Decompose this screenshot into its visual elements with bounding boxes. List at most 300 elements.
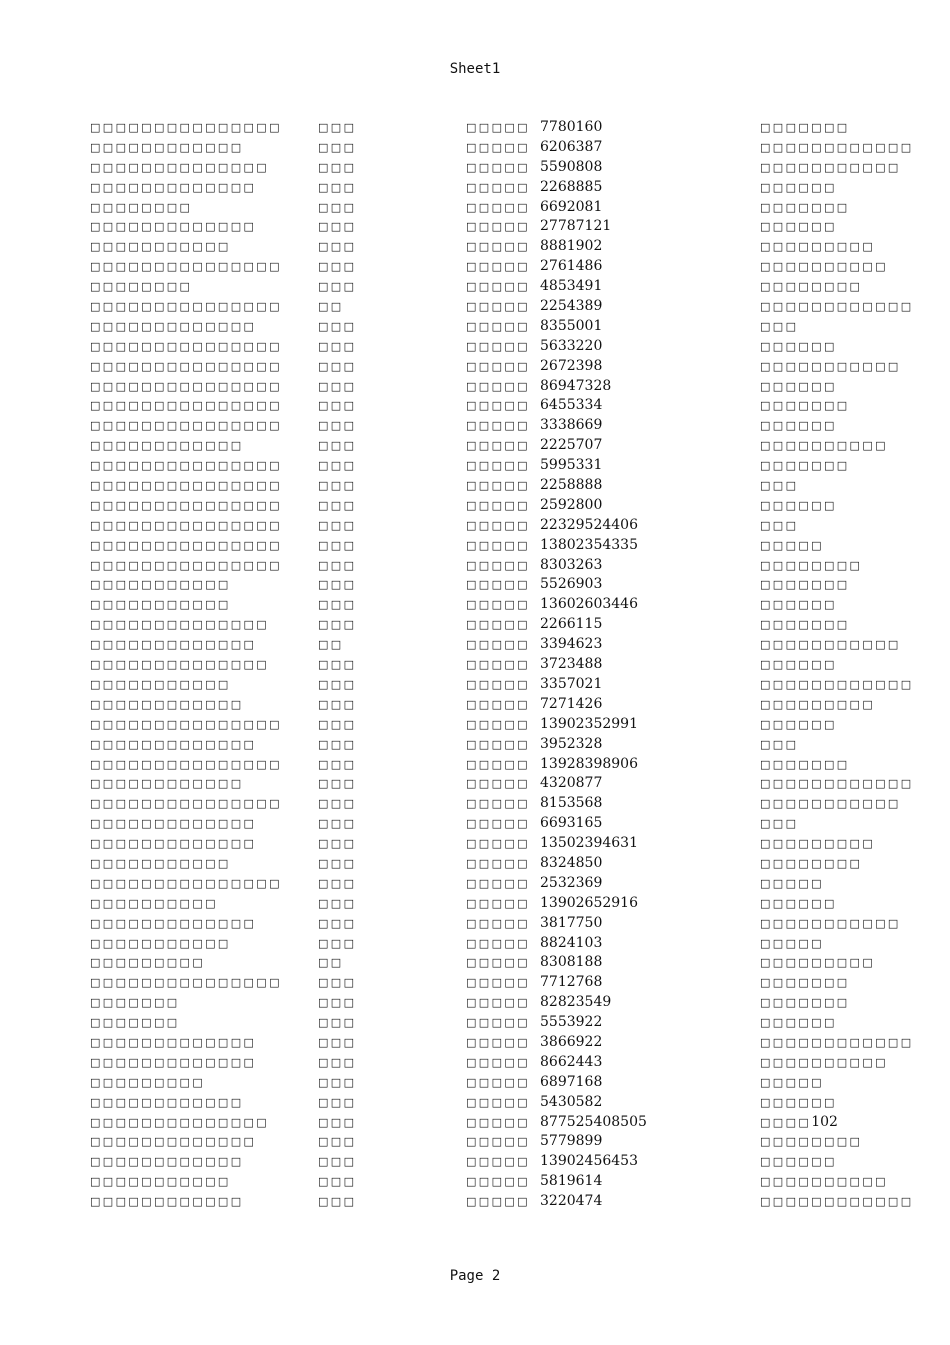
table-cell: □□□□□□□□□□□□□□□ — [90, 876, 282, 890]
table-cell: □□□□□ — [466, 260, 530, 274]
table-cell: □□□□□□□□□□□ — [90, 1175, 231, 1189]
table-cell: □□□□□□□□□□□□□□ — [90, 160, 270, 174]
table-row — [0, 635, 950, 655]
table-cell: □□□□□□□□ — [760, 280, 863, 294]
table-cell: □□□□□□ — [760, 1095, 837, 1109]
table-row — [0, 456, 950, 476]
table-cell: □□□□□ — [466, 677, 530, 691]
table-cell: □□□□□□ — [760, 180, 837, 194]
table-cell: 27787121 — [540, 218, 612, 235]
table-cell: □□□□□□□□□□□□ — [760, 677, 914, 691]
table-cell: □□□□□□□□□□□□□□□ — [90, 419, 282, 433]
table-cell: □□□□□□ — [760, 419, 837, 433]
table-cell: □□□□□□□□ — [760, 558, 863, 572]
table-cell: □□□□□ — [466, 200, 530, 214]
table-cell: □□□ — [318, 538, 357, 552]
table-row — [0, 396, 950, 416]
table-cell: □□□□□ — [466, 916, 530, 930]
table-row — [0, 794, 950, 814]
table-cell: 4320877 — [540, 775, 603, 792]
table-cell: □□□□□□□□□□□ — [760, 916, 901, 930]
table-cell: □□□□□□□□□□□□□□□ — [90, 459, 282, 473]
table-cell: □□□□□□ — [760, 498, 837, 512]
table-cell: □□□□□□□□□□□□□□□ — [90, 339, 282, 353]
table-cell: □□□□□ — [466, 1075, 530, 1089]
table-cell: □□□ — [318, 399, 357, 413]
table-cell: 8355001 — [540, 317, 603, 334]
table-cell: □□□ — [318, 1095, 357, 1109]
table-row — [0, 993, 950, 1013]
table-cell: □□□ — [318, 677, 357, 691]
table-row — [0, 516, 950, 536]
table-cell: □□□□□□□□□□□□ — [90, 777, 244, 791]
table-cell: □□□ — [760, 319, 799, 333]
table-cell: □□□□□□□□□□□ — [90, 598, 231, 612]
table-cell: 5553922 — [540, 1014, 603, 1031]
table-row — [0, 317, 950, 337]
table-cell: 6693165 — [540, 815, 603, 832]
table-cell: □□□□□□□ — [760, 121, 850, 134]
table-cell: □□□□□□□□□□□□□□□ — [90, 260, 282, 274]
table-cell: □□□ — [318, 578, 357, 592]
table-cell: □□□ — [318, 140, 357, 154]
table-row — [0, 1113, 950, 1133]
table-cell: □□□□□□□□□□□□□□□ — [90, 757, 282, 771]
table-cell: □□□□□□□□□□□ — [90, 677, 231, 691]
table-cell: 2268885 — [540, 178, 603, 195]
table-cell: □□□□□□□ — [760, 200, 850, 214]
table-cell: □□□ — [318, 856, 357, 870]
table-cell: □□□□□□□□□□ — [760, 439, 888, 453]
table-row — [0, 1152, 950, 1172]
table-cell: □□□ — [318, 976, 357, 990]
table-cell: □□□□□ — [466, 538, 530, 552]
table-row — [0, 118, 950, 138]
table-cell: 2254389 — [540, 298, 603, 315]
table-cell: □□□□□ — [466, 797, 530, 811]
table-cell: □□□ — [318, 777, 357, 791]
table-cell: □□□□□□□□ — [760, 856, 863, 870]
table-cell: □□□□□□□□□□□□□ — [90, 638, 257, 652]
table-cell: □□□ — [318, 1175, 357, 1189]
table-cell: □□□□□□ — [760, 658, 837, 672]
table-cell: □□□□□ — [466, 876, 530, 890]
table-cell: □□□□□ — [466, 717, 530, 731]
table-cell: □□□□□□□□□□□□□□□ — [90, 797, 282, 811]
table-cell: □□□□□ — [466, 1016, 530, 1030]
table-cell: □□□□□ — [466, 1035, 530, 1049]
table-cell: 3220474 — [540, 1193, 603, 1210]
table-cell: □□□□□ — [466, 300, 530, 314]
table-cell: □□□□□□□□□□□ — [90, 856, 231, 870]
table-cell: □□□□□□□□□ — [760, 837, 876, 851]
table-cell: □□□□□□□□□□□□ — [760, 300, 914, 314]
table-cell: □□□ — [318, 220, 357, 234]
table-cell: □□□ — [318, 280, 357, 294]
table-cell: □□□ — [318, 180, 357, 194]
table-cell: 13902652916 — [540, 894, 638, 911]
table-cell: 3357021 — [540, 675, 603, 692]
table-cell: □□□ — [318, 797, 357, 811]
table-cell: □□□ — [318, 1055, 357, 1069]
table-cell: 5995331 — [540, 457, 603, 474]
table-cell: □□□□□□□□□□□□□□□ — [90, 121, 282, 134]
table-cell: □□□ — [318, 1016, 357, 1030]
table-cell: □□□□□□□ — [760, 459, 850, 473]
table-row — [0, 357, 950, 377]
table-cell: □□□□□ — [466, 1115, 530, 1129]
table-cell: 22329524406 — [540, 516, 638, 533]
table-cell: □□□ — [318, 996, 357, 1010]
table-cell: 6897168 — [540, 1073, 603, 1090]
table-cell: 3338669 — [540, 417, 603, 434]
table-cell: □□□□□ — [466, 757, 530, 771]
table-cell: □□□□□□□ — [760, 976, 850, 990]
table-cell: 2266115 — [540, 616, 603, 633]
table-cell: 82823549 — [540, 994, 612, 1011]
table-cell: □□□ — [318, 200, 357, 214]
table-cell: □□□□□□□□□ — [760, 697, 876, 711]
table-cell: □□□ — [318, 558, 357, 572]
table-cell: 2225707 — [540, 437, 603, 454]
table-cell: □□□ — [318, 121, 357, 134]
table-cell: □□□□□ — [760, 936, 824, 950]
table-cell: □□□□□□□□□□□□□ — [90, 837, 257, 851]
table-row — [0, 237, 950, 257]
table-row — [0, 1053, 950, 1073]
table-row — [0, 755, 950, 775]
table-cell: 8153568 — [540, 795, 603, 812]
table-cell: □□□□□□□□□□□ — [90, 578, 231, 592]
table-row — [0, 377, 950, 397]
table-cell: □□□□□□□□□□□□□□□ — [90, 379, 282, 393]
table-cell: □□□ — [318, 498, 357, 512]
table-cell: 5633220 — [540, 337, 603, 354]
table-cell: □□□□□□□□□□□□□□ — [90, 1115, 270, 1129]
table-cell: □□□□□ — [466, 598, 530, 612]
table-cell: □□□□□ — [466, 1155, 530, 1169]
table-cell: 7780160 — [540, 119, 603, 135]
table-cell: 8881902 — [540, 238, 603, 255]
table-cell: □□□□□□□□□□□ — [760, 638, 901, 652]
table-cell: □□□ — [318, 240, 357, 254]
table-cell: 3866922 — [540, 1033, 603, 1050]
table-cell: □□□ — [760, 817, 799, 831]
table-cell: □□□ — [760, 518, 799, 532]
table-cell: □□□□□ — [466, 1095, 530, 1109]
table-cell: □□□□□ — [466, 956, 530, 970]
table-cell: □□□□□□□□□□□□ — [760, 140, 914, 154]
table-row — [0, 695, 950, 715]
table-cell: □□□□□ — [466, 996, 530, 1010]
table-cell: 8324850 — [540, 854, 603, 871]
table-cell: □□ — [318, 956, 344, 970]
table-cell: 86947328 — [540, 377, 612, 394]
table-cell: □□□□□□ — [760, 1016, 837, 1030]
table-cell: □□□□□ — [466, 976, 530, 990]
table-cell: □□□□□ — [466, 459, 530, 473]
table-row — [0, 615, 950, 635]
table-row — [0, 277, 950, 297]
table-cell: □□□□□□□□□□□ — [760, 160, 901, 174]
table-cell: □□□□□□□□□□□□□□□ — [90, 479, 282, 493]
table-row — [0, 1132, 950, 1152]
table-cell: □□ — [318, 300, 344, 314]
table-cell: □□□ — [318, 319, 357, 333]
table-cell: □□□□□ — [466, 359, 530, 373]
table-cell: □□□□□□□□□□□□□□□ — [90, 538, 282, 552]
table-cell: □□□□□□ — [760, 379, 837, 393]
table-cell: 5590808 — [540, 158, 603, 175]
table-cell: 3817750 — [540, 914, 603, 931]
table-cell: □□□ — [318, 359, 357, 373]
table-cell: □□□□□ — [466, 1175, 530, 1189]
table-row — [0, 575, 950, 595]
table-cell: □□□ — [318, 618, 357, 632]
table-cell: □□□□□ — [466, 817, 530, 831]
table-cell: 877525408505 — [540, 1113, 647, 1130]
table-row — [0, 934, 950, 954]
table-cell: □□□ — [318, 817, 357, 831]
table-cell: □□□ — [318, 916, 357, 930]
spreadsheet-table — [0, 118, 950, 1212]
table-cell: □□□□□□□□□□□□□□□ — [90, 399, 282, 413]
table-row — [0, 158, 950, 178]
table-cell: □□□□□□□ — [90, 996, 180, 1010]
table-row — [0, 894, 950, 914]
table-cell: □□□□□□□□□□□□□□□ — [90, 558, 282, 572]
table-cell: 6206387 — [540, 138, 603, 155]
table-cell: 13902456453 — [540, 1153, 638, 1170]
table-cell: □□□□□□□□□□□□ — [90, 697, 244, 711]
table-cell: 8662443 — [540, 1053, 603, 1070]
table-cell: □□□ — [318, 717, 357, 731]
table-cell: □□□□□□□□□□□□□□□ — [90, 717, 282, 731]
table-cell: □□□□□ — [760, 876, 824, 890]
table-cell: □□□□□□□□□□□□□ — [90, 180, 257, 194]
table-cell: □□□□□□□□□ — [90, 1075, 206, 1089]
table-cell: □□□ — [318, 598, 357, 612]
table-cell: 7712768 — [540, 974, 603, 991]
table-cell: □□□□□□ — [760, 717, 837, 731]
table-cell: 4853491 — [540, 278, 603, 295]
table-row — [0, 496, 950, 516]
table-cell: □□□□□□□□□ — [90, 956, 206, 970]
table-cell: □□□□□□□□□□ — [760, 260, 888, 274]
table-row — [0, 198, 950, 218]
table-cell: □□□ — [318, 160, 357, 174]
table-cell: □□□□□ — [466, 419, 530, 433]
table-cell: □□□□□□□□□□□□□ — [90, 1135, 257, 1149]
table-cell: □□□ — [318, 1075, 357, 1089]
table-row — [0, 1172, 950, 1192]
table-cell: □□□□□□□□□□□□□ — [90, 1035, 257, 1049]
table-cell: □□□□□ — [466, 160, 530, 174]
table-cell: □□□□□□□□□□□□ — [760, 1035, 914, 1049]
table-cell: 5526903 — [540, 576, 603, 593]
table-cell: 6455334 — [540, 397, 603, 414]
table-cell: □□□□□□□ — [90, 1016, 180, 1030]
table-cell: □□□□□□□□ — [90, 280, 193, 294]
table-cell: □□□□□ — [466, 180, 530, 194]
table-row — [0, 257, 950, 277]
table-cell: 2532369 — [540, 874, 603, 891]
table-row — [0, 217, 950, 237]
table-cell: 3394623 — [540, 636, 603, 653]
table-cell: □□□□□ — [466, 518, 530, 532]
table-cell: □□□□□□□□□□□□□□□ — [90, 976, 282, 990]
table-cell: □□□□□ — [760, 538, 824, 552]
table-cell: □□□ — [318, 1115, 357, 1129]
table-cell: □□□□□□□□□□□□□□ — [90, 658, 270, 672]
table-cell: □□□□□□ — [760, 598, 837, 612]
table-cell: □□□□□□ — [760, 339, 837, 353]
table-cell: □□□ — [318, 1135, 357, 1149]
table-cell: □□□ — [318, 1195, 357, 1209]
table-cell: □□□□□ — [466, 837, 530, 851]
table-cell: □□□ — [318, 658, 357, 672]
table-cell: □□□□□ — [466, 220, 530, 234]
table-cell: 2672398 — [540, 357, 603, 374]
page-number: Page 2 — [449, 1268, 501, 1284]
table-row — [0, 675, 950, 695]
table-cell: □□□□□□□□□□ — [90, 896, 218, 910]
table-row — [0, 1192, 950, 1212]
table-cell: □□ — [318, 638, 344, 652]
table-cell: □□□□□□□□□□□□ — [760, 1195, 914, 1209]
table-cell: □□□□□ — [466, 1195, 530, 1209]
table-cell: □□□□□ — [466, 240, 530, 254]
table-cell: □□□ — [318, 419, 357, 433]
table-cell: □□□□□□□□□□□ — [90, 936, 231, 950]
table-cell: □□□□□ — [466, 121, 530, 134]
table-row — [0, 178, 950, 198]
table-row — [0, 416, 950, 436]
table-row — [0, 337, 950, 357]
table-cell: 13602603446 — [540, 596, 638, 613]
table-cell: □□□□□□ — [760, 896, 837, 910]
table-cell: □□□□□□□□□□□□ — [90, 140, 244, 154]
table-cell: 13802354335 — [540, 536, 638, 553]
table-row — [0, 735, 950, 755]
table-cell: □□□□□ — [466, 339, 530, 353]
table-row — [0, 595, 950, 615]
table-cell: □□□□□□□□□□□□ — [760, 777, 914, 791]
table-cell: □□□□□ — [466, 319, 530, 333]
table-cell: □□□□□ — [466, 558, 530, 572]
table-cell: □□□□□ — [466, 399, 530, 413]
table-cell: 6692081 — [540, 198, 603, 215]
table-cell: □□□ — [318, 439, 357, 453]
table-row — [0, 973, 950, 993]
table-cell: □□□□□ — [466, 856, 530, 870]
table-cell: □□□□102 — [760, 1113, 838, 1130]
table-row — [0, 1073, 950, 1093]
table-cell: □□□□□ — [466, 638, 530, 652]
table-cell: □□□□□□□□□□□□□ — [90, 220, 257, 234]
table-cell: □□□□□□□□□□□□□ — [90, 319, 257, 333]
table-cell: □□□ — [760, 737, 799, 751]
table-cell: 5430582 — [540, 1093, 603, 1110]
table-cell: □□□ — [318, 896, 357, 910]
table-cell: □□□ — [318, 936, 357, 950]
table-cell: □□□□□□□□ — [90, 200, 193, 214]
table-cell: □□□□□ — [466, 140, 530, 154]
table-cell: □□□□□ — [466, 498, 530, 512]
table-row — [0, 814, 950, 834]
table-cell: □□□□□ — [466, 280, 530, 294]
table-cell: □□□□□□□□□□□ — [760, 797, 901, 811]
table-cell: 5819614 — [540, 1173, 603, 1190]
table-cell: □□□ — [318, 757, 357, 771]
table-cell: □□□ — [318, 697, 357, 711]
table-cell: 7271426 — [540, 695, 603, 712]
table-cell: □□□□□□□□□□ — [760, 1175, 888, 1189]
table-cell: □□□□□□□□□□□□ — [90, 1155, 244, 1169]
table-cell: □□□□□□ — [760, 220, 837, 234]
table-cell: □□□□□□ — [760, 1155, 837, 1169]
table-cell: □□□□□ — [466, 439, 530, 453]
table-cell: □□□□□ — [466, 1055, 530, 1069]
table-cell: □□□ — [318, 479, 357, 493]
table-row — [0, 715, 950, 735]
table-cell: 8303263 — [540, 556, 603, 573]
table-cell: □□□□□□□□□□□□ — [90, 1095, 244, 1109]
table-cell: □□□□□ — [466, 618, 530, 632]
table-row — [0, 1013, 950, 1033]
table-cell: □□□□□□□ — [760, 757, 850, 771]
table-cell: □□□□□ — [466, 936, 530, 950]
table-row — [0, 774, 950, 794]
table-row — [0, 138, 950, 158]
table-cell: □□□□□□□□□□□□□ — [90, 817, 257, 831]
table-cell: □□□□□□□□□□□□□□□ — [90, 300, 282, 314]
table-cell: □□□□□□□□□ — [760, 956, 876, 970]
table-cell: □□□□□□□ — [760, 578, 850, 592]
table-cell: 2592800 — [540, 496, 603, 513]
table-row — [0, 297, 950, 317]
table-row — [0, 655, 950, 675]
table-cell: □□□□□ — [466, 777, 530, 791]
table-cell: 8824103 — [540, 934, 603, 951]
table-row — [0, 1033, 950, 1053]
table-cell: 2761486 — [540, 258, 603, 275]
table-cell: □□□□□□□□□□□□□□ — [90, 618, 270, 632]
table-cell: □□□□□□□□□□□□ — [90, 439, 244, 453]
table-cell: 3723488 — [540, 656, 603, 673]
table-cell: 13902352991 — [540, 715, 638, 732]
table-cell: 13928398906 — [540, 755, 638, 772]
table-row — [0, 476, 950, 496]
table-cell: □□□□□□□ — [760, 618, 850, 632]
table-cell: 13502394631 — [540, 835, 638, 852]
table-row — [0, 914, 950, 934]
table-cell: □□□□□□□□□□□□ — [90, 1195, 244, 1209]
table-cell: □□□□□□□ — [760, 996, 850, 1010]
table-cell: □□□□□ — [466, 379, 530, 393]
sheet-title: Sheet1 — [449, 61, 501, 77]
table-row — [0, 834, 950, 854]
table-cell: □□□ — [318, 518, 357, 532]
table-cell: 5779899 — [540, 1133, 603, 1150]
table-cell: □□□□□□□□□□□ — [90, 240, 231, 254]
table-cell: □□□ — [318, 339, 357, 353]
table-cell: □□□□□□□□□□□□□ — [90, 1055, 257, 1069]
table-cell: □□□□□□□□□□□□□□□ — [90, 498, 282, 512]
table-cell: □□□□□ — [466, 1135, 530, 1149]
table-cell: □□□□□□□□□□ — [760, 1055, 888, 1069]
table-cell: □□□□□□□□□ — [760, 240, 876, 254]
